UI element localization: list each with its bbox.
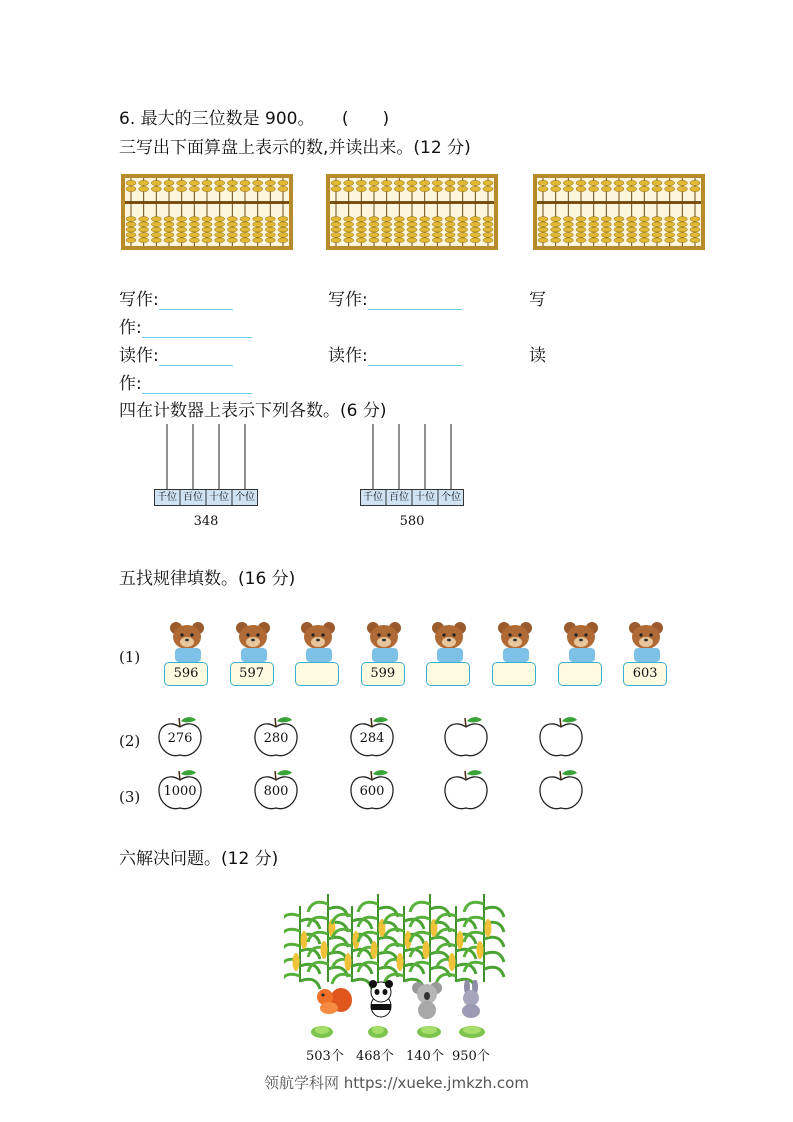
- write-label-wrap-a: 写: [529, 290, 546, 310]
- row-2-label: (2): [119, 732, 141, 750]
- apple-icon: [537, 769, 585, 811]
- row-1-label: (1): [119, 648, 141, 666]
- read-blank-3[interactable]: [142, 377, 252, 394]
- bear-icon: [234, 620, 274, 664]
- abacus-3: [533, 174, 705, 250]
- apple-with-number: [348, 769, 396, 811]
- write-blank-3[interactable]: [142, 321, 252, 338]
- blank-apple[interactable]: [537, 716, 585, 758]
- apple-icon: [442, 716, 490, 758]
- corn-pile-icon: [368, 1026, 388, 1038]
- read-field-2: [328, 341, 462, 366]
- count-rabbit: 950个: [452, 1049, 490, 1064]
- bear-icon: [168, 620, 208, 664]
- apple-number: 600: [359, 784, 385, 799]
- abacus-1: [121, 174, 293, 250]
- counter-number: 580: [399, 514, 425, 529]
- write-field-2: [328, 285, 462, 310]
- count-squirrel: 503个: [306, 1049, 344, 1064]
- section-5-title: 五找规律填数。(16 分): [119, 569, 296, 589]
- blank-number-box[interactable]: [426, 662, 470, 686]
- write-label-wrap-b: 作:: [119, 318, 142, 338]
- panda-icon: [369, 980, 393, 1017]
- bear-icon: [299, 620, 339, 664]
- abacus-2: [326, 174, 498, 250]
- bear-icon: [496, 620, 536, 664]
- number-box: 596: [164, 662, 208, 686]
- read-label-wrap-b: 作:: [119, 374, 142, 394]
- section-3-title: 三写出下面算盘上表示的数,并读出来。(12 分): [119, 138, 471, 158]
- corn-pile-icon: [417, 1026, 441, 1038]
- squirrel-icon: [317, 988, 352, 1014]
- write-blank-1[interactable]: [159, 293, 233, 310]
- question-6-text: 6. 最大的三位数是 900。: [119, 109, 315, 129]
- write-label: 写作:: [328, 290, 368, 310]
- apple-number: 280: [263, 731, 289, 746]
- bear-icon: [365, 620, 405, 664]
- apple-with-number: [156, 769, 204, 811]
- count-panda: 468个: [356, 1049, 394, 1064]
- number-box: 597: [230, 662, 274, 686]
- counter-2: [360, 424, 464, 532]
- write-blank-2[interactable]: [368, 293, 462, 310]
- koala-icon: [412, 982, 442, 1019]
- place-label-tens: 十位: [209, 492, 229, 503]
- apple-with-number: [252, 769, 300, 811]
- write-label: 写作:: [119, 290, 159, 310]
- bear-icon: [562, 620, 602, 664]
- place-label-ones: 个位: [441, 492, 461, 503]
- bear-icon: [627, 620, 667, 664]
- counter-1: [154, 424, 258, 532]
- read-field-3: [119, 369, 252, 394]
- apple-number: 1000: [163, 784, 197, 799]
- counter-number: 348: [193, 514, 219, 529]
- place-label-hundreds: 百位: [183, 492, 203, 503]
- blank-number-box[interactable]: [558, 662, 602, 686]
- blank-apple[interactable]: [537, 769, 585, 811]
- bear-icon: [430, 620, 470, 664]
- read-blank-1[interactable]: [159, 349, 233, 366]
- number-box: 603: [623, 662, 667, 686]
- row-3-label: (3): [119, 788, 141, 806]
- number-box: 599: [361, 662, 405, 686]
- blank-number-box[interactable]: [295, 662, 339, 686]
- apple-number: 284: [359, 731, 385, 746]
- read-label: 读作:: [328, 346, 368, 366]
- write-field-1: [119, 285, 233, 310]
- read-blank-2[interactable]: [368, 349, 462, 366]
- place-label-thousands: 千位: [363, 492, 383, 503]
- rabbit-icon: [462, 980, 480, 1018]
- corn-piles-row: [306, 1022, 496, 1040]
- section-4-title: 四在计数器上表示下列各数。(6 分): [119, 401, 387, 421]
- apple-icon: [537, 716, 585, 758]
- blank-apple[interactable]: [442, 716, 490, 758]
- write-field-3: [119, 313, 252, 338]
- read-label: 读作:: [119, 346, 159, 366]
- apple-icon: [442, 769, 490, 811]
- apple-with-number: [348, 716, 396, 758]
- question-6: [119, 104, 389, 129]
- corn-pile-icon: [311, 1026, 333, 1038]
- read-label-wrap-a: 读: [529, 346, 546, 366]
- animals-row: [305, 980, 495, 1020]
- place-label-hundreds: 百位: [389, 492, 409, 503]
- read-field-1: [119, 341, 233, 366]
- apple-number: 276: [167, 731, 193, 746]
- section-6-title: 六解决问题。(12 分): [119, 849, 279, 869]
- footer-watermark: 领航学科网 https://xueke.jmkzh.com: [264, 1074, 529, 1092]
- blank-apple[interactable]: [442, 769, 490, 811]
- corn-pile-icon: [459, 1026, 485, 1038]
- apple-number: 800: [263, 784, 289, 799]
- apple-with-number: [252, 716, 300, 758]
- count-koala: 140个: [406, 1049, 444, 1064]
- corn-counts: [306, 1045, 506, 1064]
- blank-number-box[interactable]: [492, 662, 536, 686]
- place-label-ones: 个位: [235, 492, 255, 503]
- answer-parentheses: ( ): [341, 109, 390, 129]
- place-label-tens: 十位: [415, 492, 435, 503]
- place-label-thousands: 千位: [157, 492, 177, 503]
- apple-with-number: [156, 716, 204, 758]
